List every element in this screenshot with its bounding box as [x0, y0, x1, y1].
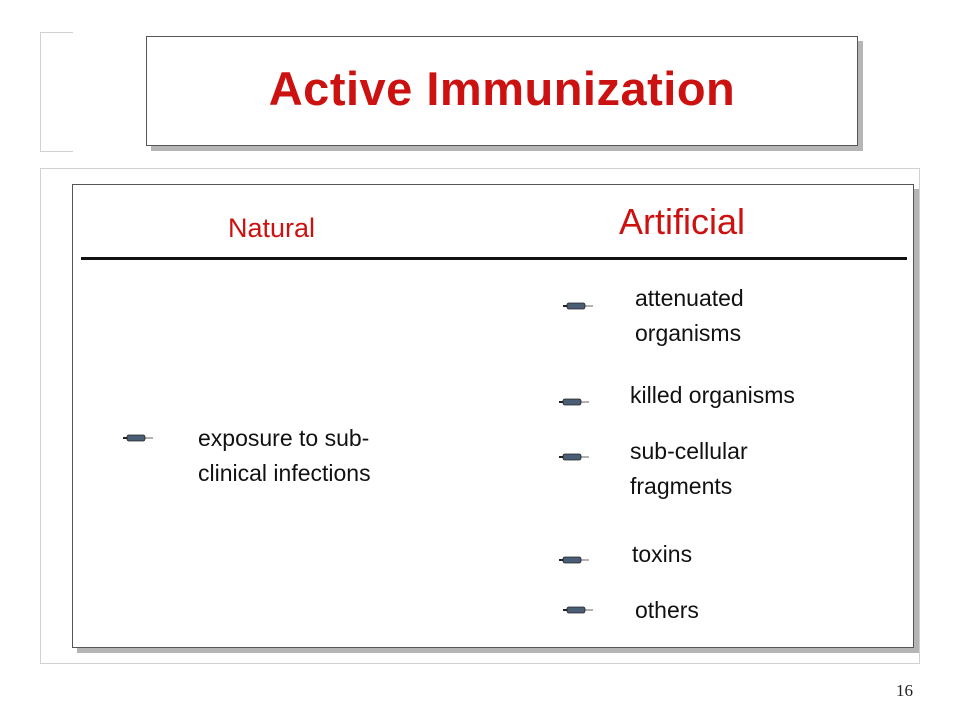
slide-title: Active Immunization [268, 62, 736, 115]
artificial-item: attenuated organisms [635, 285, 744, 346]
syringe-icon [563, 301, 593, 311]
header-divider [81, 257, 907, 260]
syringe-icon [559, 397, 589, 407]
artificial-heading: Artificial [619, 201, 746, 242]
syringe-icon [559, 452, 589, 462]
artificial-item: sub-cellular fragments [630, 438, 748, 499]
artificial-item: killed organisms [630, 382, 795, 408]
syringe-icon [559, 555, 589, 565]
syringe-icon [123, 433, 153, 443]
content-panel [72, 184, 914, 648]
artificial-item: others [635, 597, 699, 623]
artificial-item: toxins [632, 541, 693, 567]
page-number: 16 [896, 681, 913, 700]
syringe-icon [563, 605, 593, 615]
natural-heading: Natural [228, 213, 316, 243]
title-box [146, 36, 858, 146]
decorative-frame-top [40, 32, 73, 152]
natural-item: exposure to sub- clinical infections [198, 425, 371, 486]
